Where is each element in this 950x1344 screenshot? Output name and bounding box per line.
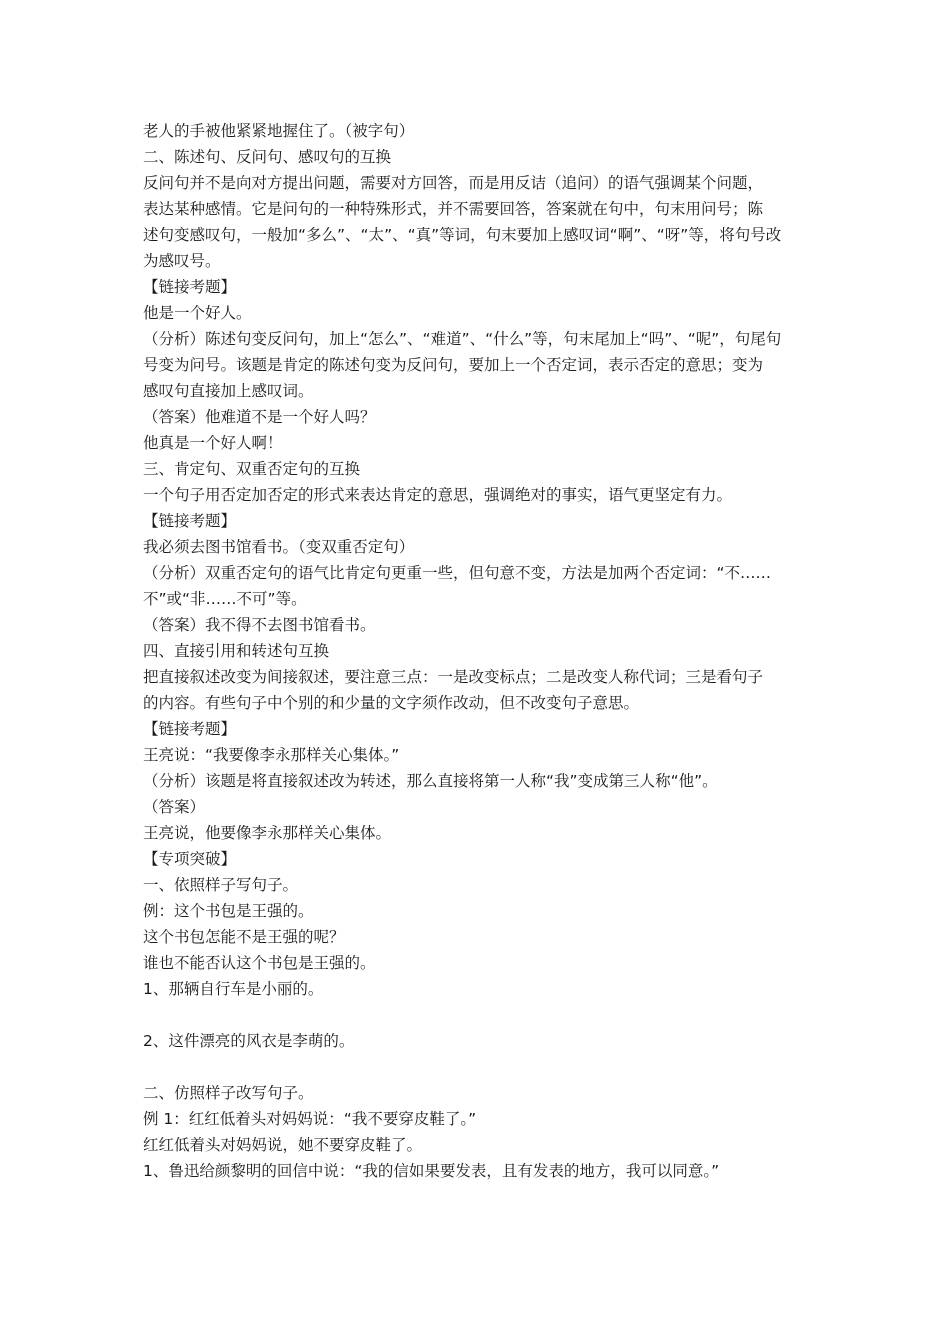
- text-line: （分析）陈述句变反问句，加上“怎么”、“难道”、“什么”等，句末尾加上“吗”、“呢”，句尾句: [143, 330, 782, 348]
- text-line: （答案）我不得不去图书馆看书。: [143, 616, 376, 634]
- text-line: 他是一个好人。: [143, 304, 252, 322]
- subheading: 【链接考题】: [143, 512, 237, 530]
- text-line: 一个句子用否定加否定的形式来表达肯定的意思，强调绝对的事实，语气更坚定有力。: [143, 486, 733, 504]
- text-line: （分析）该题是将直接叙述改为转述，那么直接将第一人称“我”变成第三人称“他”。: [143, 772, 718, 790]
- text-line: 述句变感叹句，一般加“多么”、“太”、“真”等词，句末要加上感叹词“啊”、“呀”等，将句号改: [143, 226, 782, 244]
- exercise-item: 1、那辆自行车是小丽的。: [143, 980, 324, 998]
- section-heading: 一、依照样子写句子。: [143, 876, 299, 894]
- section-heading: 三、肯定句、双重否定句的互换: [143, 460, 361, 478]
- subheading: 【链接考题】: [143, 278, 237, 296]
- text-line: 的内容。有些句子中个别的和少量的文字须作改动，但不改变句子意思。: [143, 694, 640, 712]
- text-line: 不”或“非……不可”等。: [143, 590, 307, 608]
- text-line: 红红低着头对妈妈说，她不要穿皮鞋了。: [143, 1136, 423, 1154]
- text-line: （答案）他难道不是一个好人吗？: [143, 408, 376, 426]
- text-line: 感叹句直接加上感叹词。: [143, 382, 314, 400]
- text-line: 王亮说：“我要像李永那样关心集体。”: [143, 746, 400, 764]
- exercise-item: 1、鲁迅给颜黎明的回信中说：“我的信如果要发表，且有发表的地方，我可以同意。”: [143, 1162, 720, 1180]
- text-line: （答案）: [143, 798, 206, 816]
- document-page: [143, 118, 813, 1184]
- section-heading: 二、仿照样子改写句子。: [143, 1084, 314, 1102]
- text-line: 反问句并不是向对方提出问题，需要对方回答，而是用反诘（追问）的语气强调某个问题，: [143, 174, 764, 192]
- text-line: 王亮说，他要像李永那样关心集体。: [143, 824, 392, 842]
- exercise-item: 2、这件漂亮的风衣是李萌的。: [143, 1032, 355, 1050]
- blank-line: [143, 1054, 813, 1080]
- text-line: 例 1：红红低着头对妈妈说：“我不要穿皮鞋了。”: [143, 1110, 477, 1128]
- text-line: 他真是一个好人啊！: [143, 434, 283, 452]
- text-line: 老人的手被他紧紧地握住了。（被字句）: [143, 122, 415, 140]
- subheading: 【链接考题】: [143, 720, 237, 738]
- blank-line: [143, 1002, 813, 1028]
- section-heading: 四、直接引用和转述句互换: [143, 642, 330, 660]
- text-line: 我必须去图书馆看书。（变双重否定句）: [143, 538, 415, 556]
- text-line: 把直接叙述改变为间接叙述，要注意三点：一是改变标点；二是改变人称代词；三是看句子: [143, 668, 764, 686]
- text-line: 谁也不能否认这个书包是王强的。: [143, 954, 376, 972]
- text-line: 为感叹号。: [143, 252, 221, 270]
- subheading: 【专项突破】: [143, 850, 237, 868]
- section-heading: 二、陈述句、反问句、感叹句的互换: [143, 148, 392, 166]
- text-line: （分析）双重否定句的语气比肯定句更重一些，但句意不变，方法是加两个否定词：“不……: [143, 564, 772, 582]
- text-line: 例：这个书包是王强的。: [143, 902, 314, 920]
- text-line: 表达某种感情。它是问句的一种特殊形式，并不需要回答，答案就在句中，句末用问号；陈: [143, 200, 764, 218]
- text-line: 这个书包怎能不是王强的呢？: [143, 928, 345, 946]
- text-line: 号变为问号。该题是肯定的陈述句变为反问句，要加上一个否定词，表示否定的意思；变为: [143, 356, 764, 374]
